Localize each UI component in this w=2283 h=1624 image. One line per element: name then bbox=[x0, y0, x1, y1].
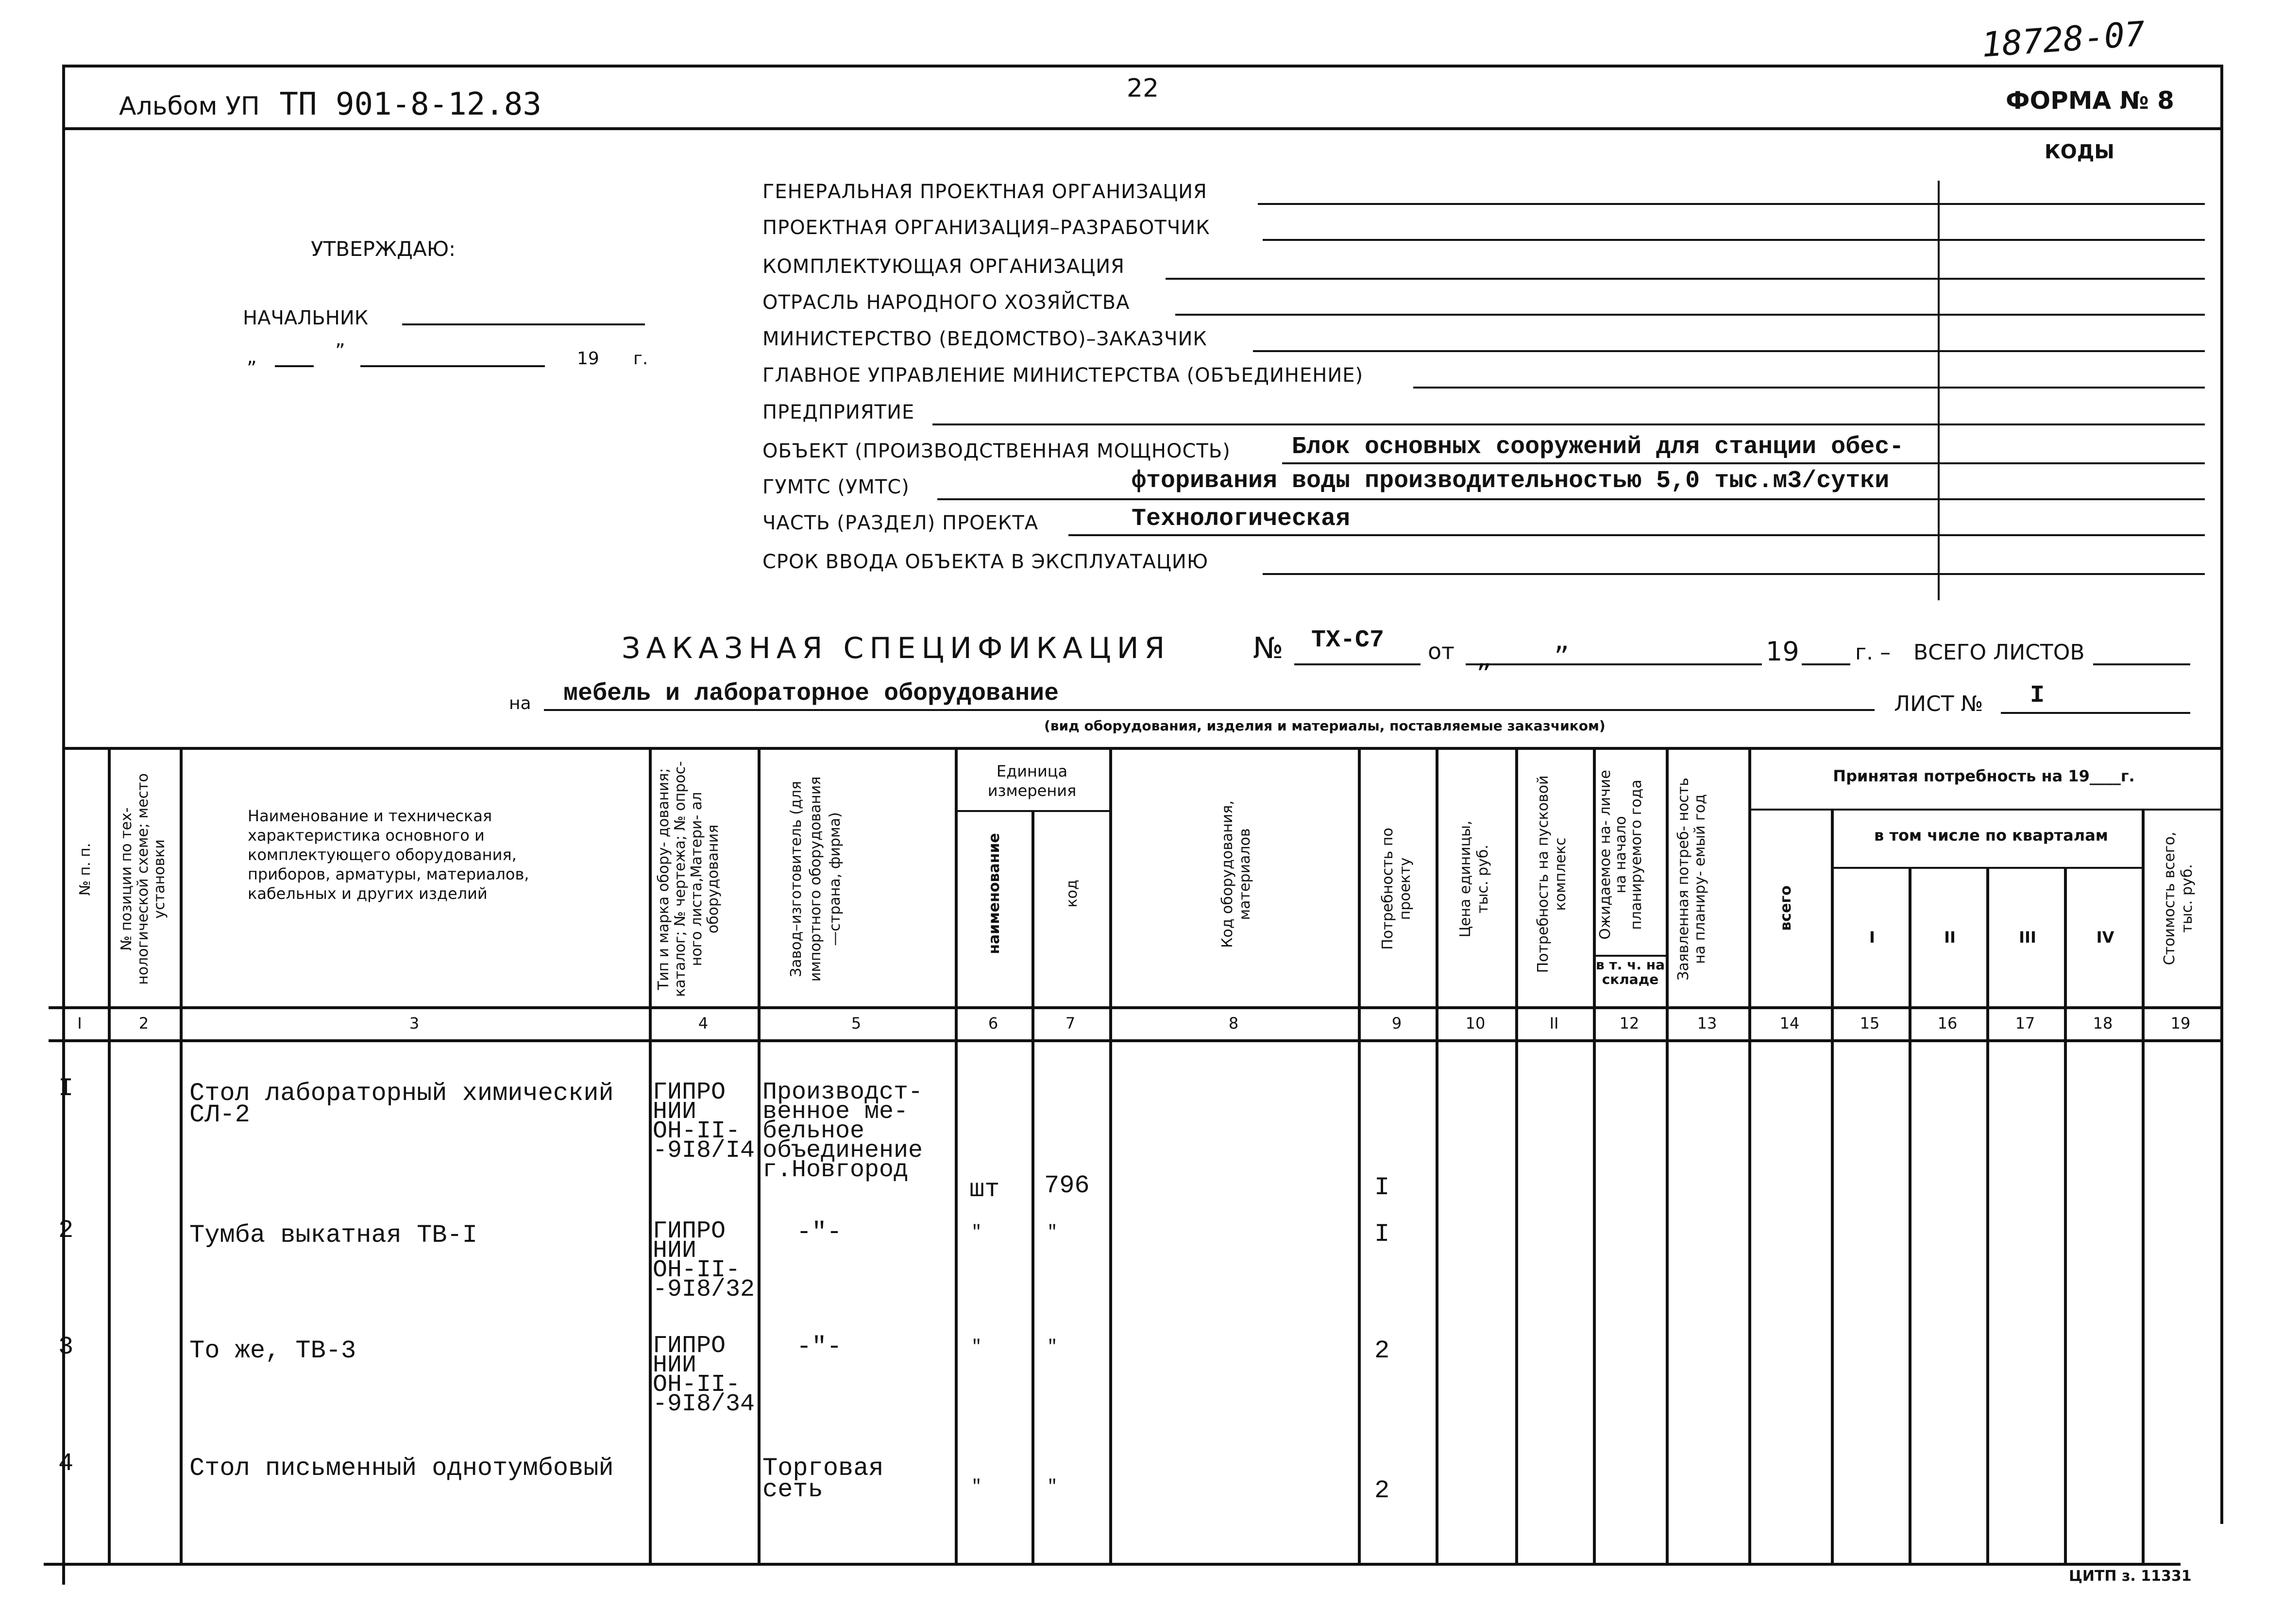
col-number: 6 bbox=[988, 1014, 998, 1032]
col-number: 8 bbox=[1228, 1014, 1239, 1032]
spec-on-label: на bbox=[509, 694, 531, 713]
row-maker: Торговая сеть bbox=[762, 1454, 884, 1504]
top-stamp: 18728-07 bbox=[1980, 14, 2147, 65]
row-maker: Производст- венное ме- бельное объединение г.Новгород bbox=[762, 1079, 923, 1184]
gumts-value: фторивания воды производительностью 5,0 тыс.м3/сутки bbox=[1132, 467, 1890, 495]
spec-year: 19 bbox=[1766, 636, 1799, 667]
row-code: " bbox=[1047, 1222, 1058, 1242]
col-divider bbox=[649, 747, 652, 1563]
header-accepted: Принятая потребность на 19____г. bbox=[1833, 767, 2135, 785]
header-unit-group: Единица измерения bbox=[987, 762, 1077, 800]
row-name: Стол письменный однотумбовый bbox=[189, 1454, 614, 1483]
header-c13: Заявленная потреб- ность на планиру- емый год bbox=[1675, 778, 1708, 981]
row-unit: " bbox=[971, 1337, 982, 1357]
org-field-line bbox=[932, 423, 2205, 425]
header-c8: Код оборудования, материалов bbox=[1219, 800, 1253, 948]
spec-sheet-label: ЛИСТ № bbox=[1894, 692, 1983, 716]
table-colnum-bottom bbox=[49, 1039, 2220, 1042]
object-value: Блок основных сооружений для станции обес- bbox=[1292, 433, 1904, 461]
header-q1: I bbox=[1869, 928, 1875, 947]
header-c1: № п. п. bbox=[77, 843, 94, 896]
part-value: Технологическая bbox=[1132, 505, 1351, 533]
row-type: ГИПРО НИИ ОН-II- -9I8/I4 bbox=[653, 1079, 755, 1165]
col-divider bbox=[1593, 747, 1596, 1563]
row-code: " bbox=[1047, 1337, 1058, 1357]
col-number: 18 bbox=[2093, 1014, 2113, 1032]
header-c10: Цена единицы, тыс. руб. bbox=[1457, 820, 1491, 938]
col-number: 15 bbox=[1860, 1014, 1880, 1032]
row-qty: I bbox=[1374, 1173, 1390, 1202]
col-divider bbox=[1109, 747, 1112, 1563]
album-label-text: Альбом УП bbox=[119, 92, 260, 121]
col-number: 10 bbox=[1465, 1014, 1486, 1032]
org-field-label: ПРЕДПРИЯТИЕ bbox=[762, 401, 915, 423]
row-number: I bbox=[58, 1074, 74, 1103]
col-divider bbox=[1436, 747, 1438, 1563]
spec-number: ТХ-С7 bbox=[1311, 626, 1385, 654]
col-number: 13 bbox=[1697, 1014, 1717, 1032]
form-label: ФОРМА № 8 bbox=[2006, 86, 2174, 115]
header-q4: IV bbox=[2096, 928, 2114, 947]
footer-stamp: ЦИТП з. 11331 bbox=[2069, 1568, 2192, 1585]
approve-year: 19 bbox=[577, 349, 599, 369]
org-field-line bbox=[1413, 387, 2205, 389]
spec-quote-close: ” bbox=[1476, 658, 1492, 692]
accepted-line bbox=[1748, 809, 2220, 811]
header-c7: код bbox=[1064, 880, 1081, 908]
table-header-bottom bbox=[49, 1006, 2220, 1009]
col-divider bbox=[1748, 747, 1751, 1563]
col-number: 2 bbox=[138, 1014, 149, 1032]
header-q2: II bbox=[1944, 928, 1956, 947]
spec-sheet-line bbox=[2001, 712, 2190, 714]
approve-date-close: ” bbox=[335, 340, 345, 362]
header-bottom-line bbox=[62, 127, 2223, 130]
approve-month-line bbox=[360, 365, 545, 367]
spec-title: ЗАКАЗНАЯ СПЕЦИФИКАЦИЯ bbox=[622, 631, 1171, 665]
org-field-line bbox=[1263, 239, 2205, 241]
col-divider bbox=[955, 747, 958, 1563]
codes-divider bbox=[1938, 181, 1940, 600]
album-code: ТП 901-8-12.83 bbox=[279, 86, 541, 122]
header-c5: Завод–изготовитель (для импортного оборудования —страна, фирма) bbox=[788, 776, 844, 982]
org-field-line bbox=[1166, 278, 2205, 280]
row-maker: -"- bbox=[796, 1218, 842, 1247]
spec-from-label: от bbox=[1428, 638, 1454, 664]
spec-total-line bbox=[2093, 663, 2190, 665]
row-code: " bbox=[1047, 1477, 1058, 1497]
org-field-label: КОМПЛЕКТУЮЩАЯ ОРГАНИЗАЦИЯ bbox=[762, 255, 1125, 278]
col-number: 17 bbox=[2015, 1014, 2035, 1032]
org-field-label: ОБЪЕКТ (ПРОИЗВОДСТВЕННАЯ МОЩНОСТЬ) bbox=[762, 440, 1231, 462]
approve-chief: НАЧАЛЬНИК bbox=[243, 307, 369, 329]
spec-number-line bbox=[1294, 663, 1421, 665]
spec-date-line bbox=[1466, 663, 1762, 665]
col-divider bbox=[1515, 747, 1518, 1563]
spec-subject-note: (вид оборудования, изделия и материалы, поставляемые заказчиком) bbox=[1044, 718, 1606, 734]
org-field-label: СРОК ВВОДА ОБЪЕКТА В ЭКСПЛУАТАЦИЮ bbox=[762, 551, 1209, 573]
org-field-line bbox=[1258, 203, 2205, 205]
col-number: 3 bbox=[409, 1014, 420, 1032]
approve-chief-line bbox=[402, 323, 645, 325]
header-c3: Наименование и техническая характеристика основного и комплектующего оборудования, приборов, арматуры, материалов, кабельных и других изделий bbox=[248, 807, 529, 903]
header-c14: всего bbox=[1777, 885, 1794, 931]
header-c19: Стоимость всего, тыс. руб. bbox=[2161, 831, 2196, 965]
row-unit: " bbox=[971, 1477, 982, 1497]
org-field-label: ГУМТС (УМТС) bbox=[762, 476, 910, 498]
org-field-label: ГЕНЕРАЛЬНАЯ ПРОЕКТНАЯ ОРГАНИЗАЦИЯ bbox=[762, 181, 1207, 203]
col-number: 4 bbox=[698, 1014, 709, 1032]
spec-sheet-number: I bbox=[2030, 682, 2045, 710]
table-bottom bbox=[44, 1563, 2181, 1566]
header-c9: Потребность по проекту bbox=[1379, 828, 1414, 950]
row-name: Стол лабораторный химический СЛ-2 bbox=[189, 1079, 614, 1129]
col-number: 14 bbox=[1779, 1014, 1800, 1032]
col-number: 5 bbox=[851, 1014, 862, 1032]
spec-year-suffix: г. – bbox=[1855, 640, 1891, 665]
spec-total-sheets: ВСЕГО ЛИСТОВ bbox=[1913, 640, 2085, 665]
approve-title: УТВЕРЖДАЮ: bbox=[311, 237, 456, 261]
col-divider bbox=[108, 747, 111, 1563]
row-qty: I bbox=[1374, 1220, 1390, 1249]
row-name: То же, ТВ-3 bbox=[189, 1336, 356, 1365]
spec-year-line bbox=[1802, 663, 1850, 665]
org-field-line bbox=[937, 498, 2205, 500]
row-qty: 2 bbox=[1374, 1476, 1390, 1505]
col-divider bbox=[1831, 809, 1834, 1563]
frame-top bbox=[62, 65, 2223, 68]
header-c12b: в т. ч. на складе bbox=[1596, 957, 1665, 987]
approve-day-line bbox=[275, 365, 314, 367]
spec-subject-line bbox=[544, 709, 1875, 711]
row-number: 2 bbox=[58, 1216, 74, 1245]
row-type: ГИПРО НИИ ОН-II- -9I8/34 bbox=[653, 1332, 755, 1418]
header-quarters: в том числе по кварталам bbox=[1874, 826, 2108, 845]
album-label bbox=[119, 86, 541, 122]
col-divider bbox=[1666, 747, 1669, 1563]
org-field-label: МИНИСТЕРСТВО (ВЕДОМСТВО)–ЗАКАЗЧИК bbox=[762, 328, 1207, 350]
org-field-label: ЧАСТЬ (РАЗДЕЛ) ПРОЕКТА bbox=[762, 512, 1039, 534]
org-field-label: ГЛАВНОЕ УПРАВЛЕНИЕ МИНИСТЕРСТВА (ОБЪЕДИНЕНИЕ) bbox=[762, 364, 1364, 387]
frame-right bbox=[2220, 65, 2223, 812]
spec-subject: мебель и лабораторное оборудование bbox=[563, 680, 1059, 708]
row-unit: шт bbox=[969, 1175, 1000, 1204]
col-divider bbox=[1358, 747, 1361, 1563]
col-number: 12 bbox=[1619, 1014, 1640, 1032]
row-maker: -"- bbox=[796, 1333, 842, 1361]
spec-number-label: № bbox=[1253, 631, 1284, 665]
org-field-line bbox=[1253, 350, 2205, 352]
col-number: 9 bbox=[1391, 1014, 1402, 1032]
codes-label: КОДЫ bbox=[2045, 141, 2114, 163]
col-divider bbox=[180, 747, 183, 1563]
row-number: 4 bbox=[58, 1449, 74, 1478]
spec-quote-open: „ bbox=[1554, 623, 1570, 657]
col-divider bbox=[1032, 810, 1034, 1563]
org-field-line bbox=[1282, 462, 2205, 464]
org-field-line bbox=[1068, 534, 2205, 536]
approve-year-suffix: г. bbox=[633, 349, 648, 369]
row-type: ГИПРО НИИ ОН-II- -9I8/32 bbox=[653, 1218, 755, 1303]
row-code: 796 bbox=[1044, 1171, 1090, 1200]
col-number: 7 bbox=[1065, 1014, 1076, 1032]
row-unit: " bbox=[971, 1222, 982, 1242]
col-divider bbox=[1909, 867, 1911, 1563]
org-field-label: ОТРАСЛЬ НАРОДНОГО ХОЗЯЙСТВА bbox=[762, 291, 1130, 314]
col-number: II bbox=[1549, 1014, 1559, 1032]
row-name: Тумба выкатная ТВ-I bbox=[189, 1221, 477, 1250]
header-c12: Ожидаемое на- личие на начало планируемого года bbox=[1597, 770, 1645, 940]
approve-date-open: „ bbox=[247, 346, 257, 368]
col-divider bbox=[2220, 747, 2223, 1524]
header-c4: Тип и марка обору- дования; каталог; № чертежа; № опрос- ного листа,Матери- ал оборудования bbox=[655, 761, 722, 997]
org-field-line bbox=[1175, 314, 2205, 316]
col-divider bbox=[2142, 809, 2145, 1563]
header-c2: № позиции по тех- нологической схеме; место установки bbox=[118, 773, 168, 985]
header-c11: Потребность на пусковой комплекс bbox=[1535, 775, 1569, 973]
header-c6: наименование bbox=[986, 833, 1003, 954]
row-number: 3 bbox=[58, 1333, 74, 1361]
row-qty: 2 bbox=[1374, 1336, 1390, 1365]
header-q3: III bbox=[2019, 928, 2036, 947]
table-top-line bbox=[62, 747, 2223, 750]
org-field-line bbox=[1263, 573, 2205, 575]
col-number: I bbox=[77, 1014, 82, 1032]
col-number: 16 bbox=[1937, 1014, 1958, 1032]
col-divider bbox=[1986, 867, 1989, 1563]
approve-date-row bbox=[247, 346, 257, 368]
col-number: 19 bbox=[2170, 1014, 2191, 1032]
col-divider bbox=[2064, 867, 2067, 1563]
page-number: 22 bbox=[1127, 74, 1159, 103]
org-field-label: ПРОЕКТНАЯ ОРГАНИЗАЦИЯ–РАЗРАБОТЧИК bbox=[762, 217, 1210, 239]
col-divider bbox=[758, 747, 761, 1563]
